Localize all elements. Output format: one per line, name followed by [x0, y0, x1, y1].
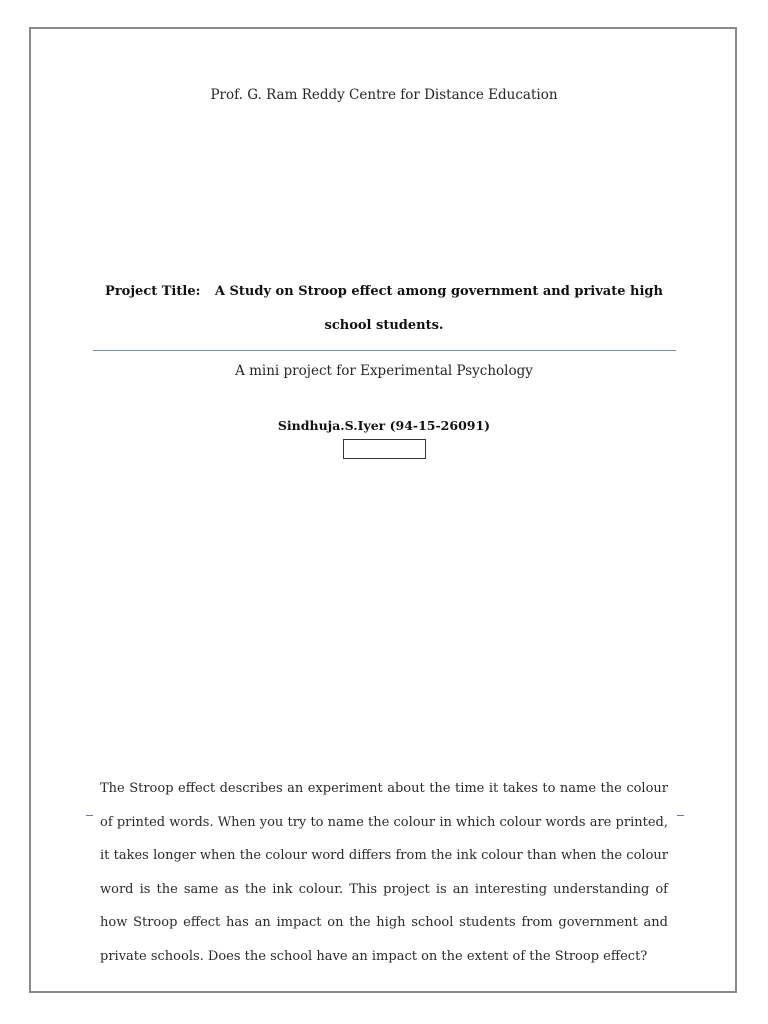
left-margin-marker	[86, 815, 93, 816]
project-subtitle: A mini project for Experimental Psychology	[235, 363, 533, 379]
empty-text-box[interactable]	[343, 439, 426, 459]
project-title-text: A Study on Stroop effect among government and private high school students.	[214, 284, 663, 333]
right-margin-marker	[677, 815, 684, 816]
project-title	[95, 275, 673, 343]
project-title-label: Project Title:	[105, 284, 201, 299]
horizontal-rule	[93, 350, 676, 351]
abstract-paragraph: The Stroop effect describes an experiment about the time it takes to name the colour of printed words. When you try to name the colour in which colour words are printed, it takes longer when the colour word differs from the ink colour than when the colour word is the same as the ink colour. This project is an interesting understanding of how Stroop effect has an impact on the high school students from government and private schools. Does the school have an impact on the extent of the Stroop effect?	[100, 781, 668, 964]
author-name: Sindhuja.S.Iyer (94-15-26091)	[277, 418, 491, 433]
institution-name: Prof. G. Ram Reddy Centre for Distance Education	[210, 87, 558, 103]
